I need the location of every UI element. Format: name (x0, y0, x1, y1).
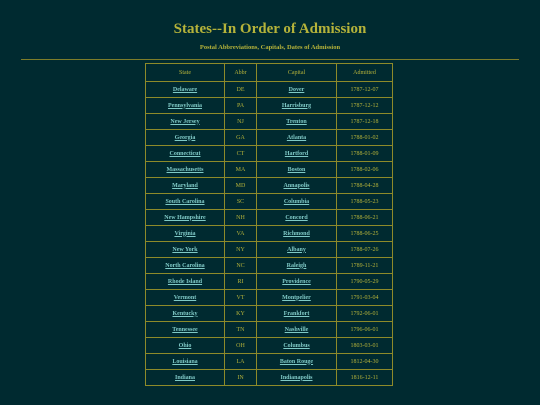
table-row (146, 210, 393, 226)
capital-cell (257, 338, 337, 354)
header-abbr: Abbr (225, 64, 257, 82)
admitted-cell: 1788-05-23 (337, 194, 393, 210)
state-cell (146, 322, 225, 338)
table-body (146, 82, 393, 386)
capital-cell (257, 306, 337, 322)
abbr-cell: OH (225, 338, 257, 354)
table-row (146, 354, 393, 370)
table-header-row (146, 64, 393, 82)
admitted-cell: 1796-06-01 (337, 322, 393, 338)
abbr-cell: LA (225, 354, 257, 370)
state-cell (146, 290, 225, 306)
state-cell (146, 226, 225, 242)
capital-link[interactable]: Montpelier (282, 294, 311, 301)
state-link[interactable]: Georgia (174, 134, 196, 141)
state-link[interactable]: Louisiana (172, 358, 198, 365)
capital-cell (257, 194, 337, 210)
capital-link[interactable]: Columbus (283, 342, 310, 349)
state-link[interactable]: Delaware (172, 86, 198, 93)
state-cell (146, 82, 225, 98)
table-row (146, 178, 393, 194)
state-link[interactable]: North Carolina (165, 262, 205, 269)
state-link[interactable]: Connecticut (169, 150, 201, 157)
state-cell (146, 194, 225, 210)
state-link[interactable]: Kentucky (172, 310, 198, 317)
capital-cell (257, 210, 337, 226)
capital-link[interactable]: Annapolis (283, 182, 310, 189)
capital-link[interactable]: Baton Rouge (279, 358, 314, 365)
state-link[interactable]: Ohio (178, 342, 192, 349)
capital-cell (257, 242, 337, 258)
capital-link[interactable]: Hartford (284, 150, 309, 157)
abbr-cell: MD (225, 178, 257, 194)
admitted-cell: 1788-07-26 (337, 242, 393, 258)
admitted-cell: 1789-11-21 (337, 258, 393, 274)
table-row (146, 242, 393, 258)
capital-link[interactable]: Concord (285, 214, 308, 221)
capital-link[interactable]: Richmond (283, 230, 310, 237)
horizontal-rule (21, 59, 519, 60)
state-link[interactable]: Pennsylvania (167, 102, 202, 109)
table-row (146, 370, 393, 386)
table-row (146, 274, 393, 290)
table-row (146, 306, 393, 322)
capital-cell (257, 258, 337, 274)
capital-cell (257, 82, 337, 98)
admitted-cell: 1788-02-06 (337, 162, 393, 178)
table-row (146, 194, 393, 210)
table-row (146, 114, 393, 130)
capital-cell (257, 290, 337, 306)
state-link[interactable]: New York (172, 246, 198, 253)
capital-cell (257, 98, 337, 114)
header-capital: Capital (257, 64, 337, 82)
admitted-cell: 1788-01-09 (337, 146, 393, 162)
table-row (146, 338, 393, 354)
table-row (146, 162, 393, 178)
capital-link[interactable]: Harrisburg (281, 102, 312, 109)
capital-cell (257, 226, 337, 242)
capital-cell (257, 370, 337, 386)
abbr-cell: DE (225, 82, 257, 98)
capital-cell (257, 114, 337, 130)
abbr-cell: NH (225, 210, 257, 226)
abbr-cell: IN (225, 370, 257, 386)
capital-link[interactable]: Columbia (283, 198, 310, 205)
admitted-cell: 1803-03-01 (337, 338, 393, 354)
state-cell (146, 274, 225, 290)
state-link[interactable]: Massachusetts (166, 166, 204, 173)
table-row (146, 98, 393, 114)
state-cell (146, 354, 225, 370)
state-cell (146, 130, 225, 146)
capital-cell (257, 322, 337, 338)
admitted-cell: 1787-12-07 (337, 82, 393, 98)
capital-link[interactable]: Boston (287, 166, 306, 173)
state-cell (146, 258, 225, 274)
table-row (146, 322, 393, 338)
page-title: States--In Order of Admission (173, 21, 367, 37)
admitted-cell: 1788-04-28 (337, 178, 393, 194)
capital-cell (257, 354, 337, 370)
state-cell (146, 210, 225, 226)
table-row (146, 146, 393, 162)
state-link[interactable]: New Jersey (170, 118, 200, 125)
abbr-cell: TN (225, 322, 257, 338)
capital-cell (257, 146, 337, 162)
states-table (145, 63, 393, 386)
table-row (146, 290, 393, 306)
state-link[interactable]: Vermont (173, 294, 197, 301)
table-row (146, 226, 393, 242)
capital-link[interactable]: Dover (288, 86, 305, 93)
capital-link[interactable]: Trenton (286, 118, 307, 125)
table-row (146, 258, 393, 274)
capital-cell (257, 274, 337, 290)
admitted-cell: 1816-12-11 (337, 370, 393, 386)
state-link[interactable]: Rhode Island (167, 278, 203, 285)
state-cell (146, 370, 225, 386)
abbr-cell: VA (225, 226, 257, 242)
admitted-cell: 1790-05-29 (337, 274, 393, 290)
state-cell (146, 242, 225, 258)
table-row (146, 82, 393, 98)
state-cell (146, 178, 225, 194)
admitted-cell: 1792-06-01 (337, 306, 393, 322)
abbr-cell: VT (225, 290, 257, 306)
state-cell (146, 338, 225, 354)
capital-link[interactable]: Providence (282, 278, 311, 285)
capital-link[interactable]: Atlanta (286, 134, 307, 141)
admitted-cell: 1788-06-25 (337, 226, 393, 242)
admitted-cell: 1788-01-02 (337, 130, 393, 146)
abbr-cell: MA (225, 162, 257, 178)
state-link[interactable]: Virginia (174, 230, 196, 237)
abbr-cell: SC (225, 194, 257, 210)
state-cell (146, 146, 225, 162)
state-link[interactable]: Tennessee (172, 326, 198, 333)
admitted-cell: 1812-04-30 (337, 354, 393, 370)
capital-link[interactable]: Raleigh (286, 262, 307, 269)
admitted-cell: 1788-06-21 (337, 210, 393, 226)
abbr-cell: NJ (225, 114, 257, 130)
page-subtitle: Postal Abbreviations, Capitals, Dates of Admission (199, 44, 341, 51)
state-link[interactable]: South Carolina (165, 198, 205, 205)
header-state: State (146, 64, 225, 82)
abbr-cell: GA (225, 130, 257, 146)
abbr-cell: NY (225, 242, 257, 258)
capital-cell (257, 130, 337, 146)
capital-link[interactable]: Indianapolis (280, 374, 313, 381)
state-cell (146, 162, 225, 178)
state-cell (146, 114, 225, 130)
abbr-cell: RI (225, 274, 257, 290)
capital-link[interactable]: Frankfort (283, 310, 310, 317)
state-cell (146, 306, 225, 322)
state-cell (146, 98, 225, 114)
state-link[interactable]: New Hampshire (164, 214, 206, 221)
state-link[interactable]: Indiana (174, 374, 195, 381)
abbr-cell: KY (225, 306, 257, 322)
admitted-cell: 1787-12-18 (337, 114, 393, 130)
admitted-cell: 1787-12-12 (337, 98, 393, 114)
capital-cell (257, 162, 337, 178)
table-row (146, 130, 393, 146)
admitted-cell: 1791-03-04 (337, 290, 393, 306)
capital-cell (257, 178, 337, 194)
header-admitted: Admitted (337, 64, 393, 82)
state-link[interactable]: Maryland (172, 182, 198, 189)
capital-link[interactable]: Nashville (284, 326, 309, 333)
abbr-cell: PA (225, 98, 257, 114)
abbr-cell: CT (225, 146, 257, 162)
abbr-cell: NC (225, 258, 257, 274)
capital-link[interactable]: Albany (287, 246, 306, 253)
